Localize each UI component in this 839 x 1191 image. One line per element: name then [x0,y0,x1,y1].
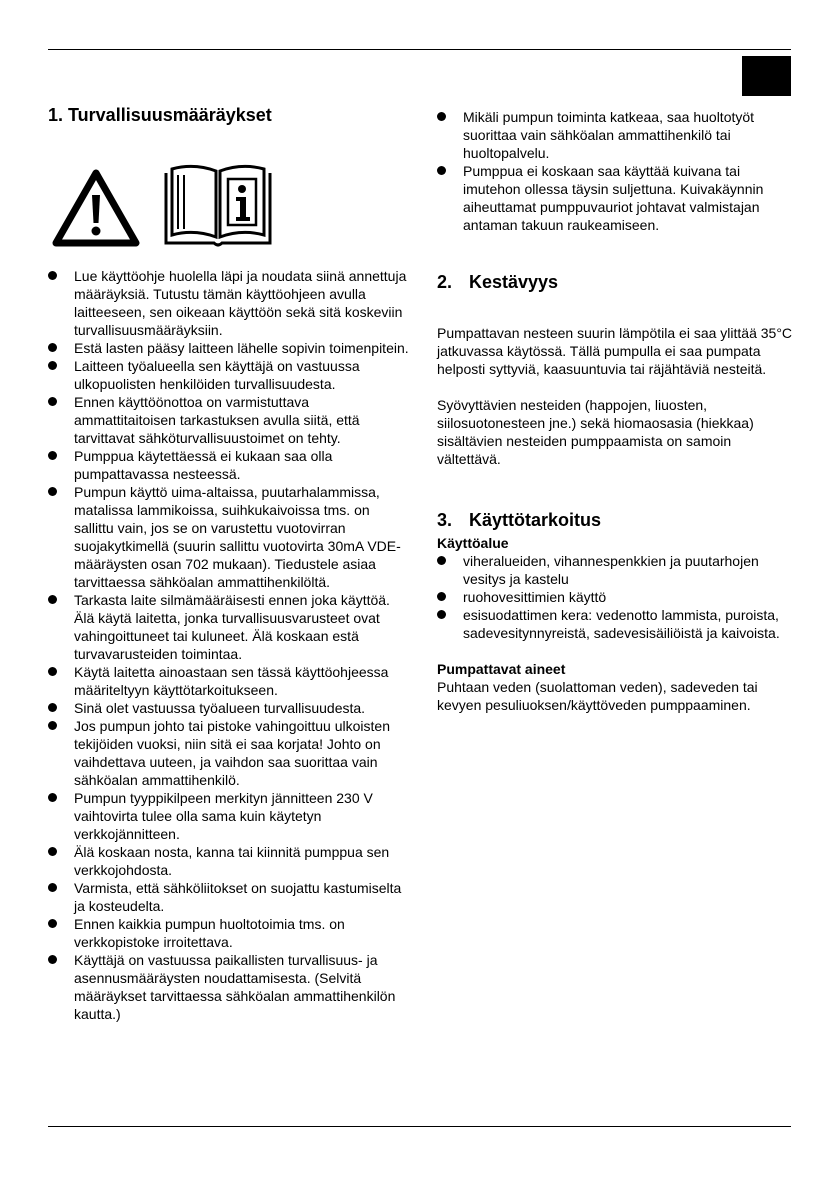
section-3-number: 3. [437,510,453,530]
list-item: Lue käyttöohje huolella läpi ja noudata siinä annettuja määräyksiä. Tutustu tämän käyttöohjeen avulla laitteeseen, sen oikeaan käyttöön sekä sitä koskeviin turvallisuusmääräyksiin. [48,267,412,339]
section-2-paragraph-2: Syövyttävien nesteiden (happojen, liuosten, siilosuotonesteen jne.) sekä hiomaosasia (hiekkaa) sisältävien nesteiden pumppaamista on samoin vältettävä. [437,397,754,467]
list-item: Laitteen työalueella sen käyttäjä on vastuussa ulkopuolisten henkilöiden turvallisuudesta. [48,357,412,393]
list-item: viheralueiden, vihannespenkkien ja puutarhojen vesitys ja kastelu [437,552,797,588]
usage-area-list [437,552,797,642]
list-item: Ennen käyttöönottoa on varmistuttava ammattitaitoisen tarkastuksen avulla siitä, että tarvittavat sähköturvallisuustoimet on tehty. [48,393,412,447]
section-2-number: 2. [437,272,453,292]
header-rule [48,49,791,50]
list-item: Varmista, että sähköliitokset on suojattu kastumiselta ja kosteudelta. [48,879,412,915]
warning-triangle-icon [52,169,140,247]
list-item: Käyttäjä on vastuussa paikallisten turvallisuus- ja asennusmääräysten noudattamisesta. (Selvitä määräykset tarvittaessa sähköalan ammattihenkilön kautta.) [48,951,412,1023]
list-item: Käytä laitetta ainoastaan sen tässä käyttöohjeessa määriteltyyn käyttötarkoitukseen. [48,663,412,699]
list-item: Pumppua käytettäessä ei kukaan saa olla pumpattavassa nesteessä. [48,447,412,483]
language-tab-marker [742,56,791,96]
list-item: Älä koskaan nosta, kanna tai kiinnitä pumppua sen verkkojohdosta. [48,843,412,879]
list-item: Pumpun tyyppikilpeen merkityn jännitteen 230 V vaihtovirta tulee olla sama kuin käytetyn verkkojännitteen. [48,789,412,843]
safety-rules-list [48,267,412,1023]
list-item: ruohovesittimien käyttö [437,588,797,606]
list-item: Mikäli pumpun toiminta katkeaa, saa huoltotyöt suorittaa vain sähköalan ammattihenkilö tai huoltopalvelu. [437,108,797,162]
pumped-materials-text: Puhtaan veden (suolattoman veden), sadeveden tai kevyen pesuliuoksen/käyttöveden pumppaaminen. [437,679,758,713]
list-item: Pumppua ei koskaan saa käyttää kuivana tai imutehon ollessa täysin suljettuna. Kuivakäynnin aiheuttamat pumppuvauriot johtavat valmistajan antaman takuun raukeamiseen. [437,162,797,234]
safety-icons [52,157,412,247]
list-item: Ennen kaikkia pumpun huoltotoimia tms. on verkkopistoke irroitettava. [48,915,412,951]
left-column [48,103,412,1023]
section-2-heading: Kestävyys [469,272,559,292]
footer-rule [48,1126,791,1127]
section-2-title [437,270,797,294]
usage-area-heading: Käyttöalue [437,535,509,551]
list-item: Pumpun käyttö uima-altaissa, puutarhalammissa, matalissa lammikoissa, suihkukaivoissa tms. on sallittu vain, jos se on varustettu vuotovirran suojakytkimellä (suurin sallittu vuotovirta 30mA VDE-määräysten osan 702 mukaan). Tiedustele asiaa tarvittaessa sähköalan ammattihenkilöltä. [48,483,412,591]
list-item: Sinä olet vastuussa työalueen turvallisuudesta. [48,699,412,717]
list-item: esisuodattimen kera: vedenotto lammista, puroista, sadevesitynnyreistä, sadevesisäiliöistä ja kaivoista. [437,606,797,642]
list-item: Tarkasta laite silmämääräisesti ennen joka käyttöä. Älä käytä laitetta, jonka turvallisuusvarusteet ovat vahingoittuneet tai kuluneet. Älä koskaan estä turvavarusteiden toimintaa. [48,591,412,663]
section-3-title [437,508,797,532]
section-3-heading: Käyttötarkoitus [469,510,602,530]
pumped-materials-heading: Pumpattavat aineet [437,661,566,677]
safety-rules-list-continued [437,108,797,234]
section-1-title: 1. Turvallisuusmääräykset [48,105,272,125]
section-2-paragraph-1: Pumpattavan nesteen suurin lämpötila ei saa ylittää 35°C jatkuvassa käytössä. Tällä pumpulla ei saa pumpata helposti syttyviä, kaasuuntuvia tai räjähtäviä nesteitä. [437,325,793,377]
read-manual-book-icon [162,163,274,247]
list-item: Jos pumpun johto tai pistoke vahingoittuu ulkoisten tekijöiden vuoksi, niin sitä ei saa korjata! Johto on vaihdettava uuteen, ja vaihdon saa suorittaa vain sähköalan ammattihenkilö. [48,717,412,789]
list-item: Estä lasten pääsy laitteen lähelle sopivin toimenpitein. [48,339,412,357]
right-column [437,108,797,714]
